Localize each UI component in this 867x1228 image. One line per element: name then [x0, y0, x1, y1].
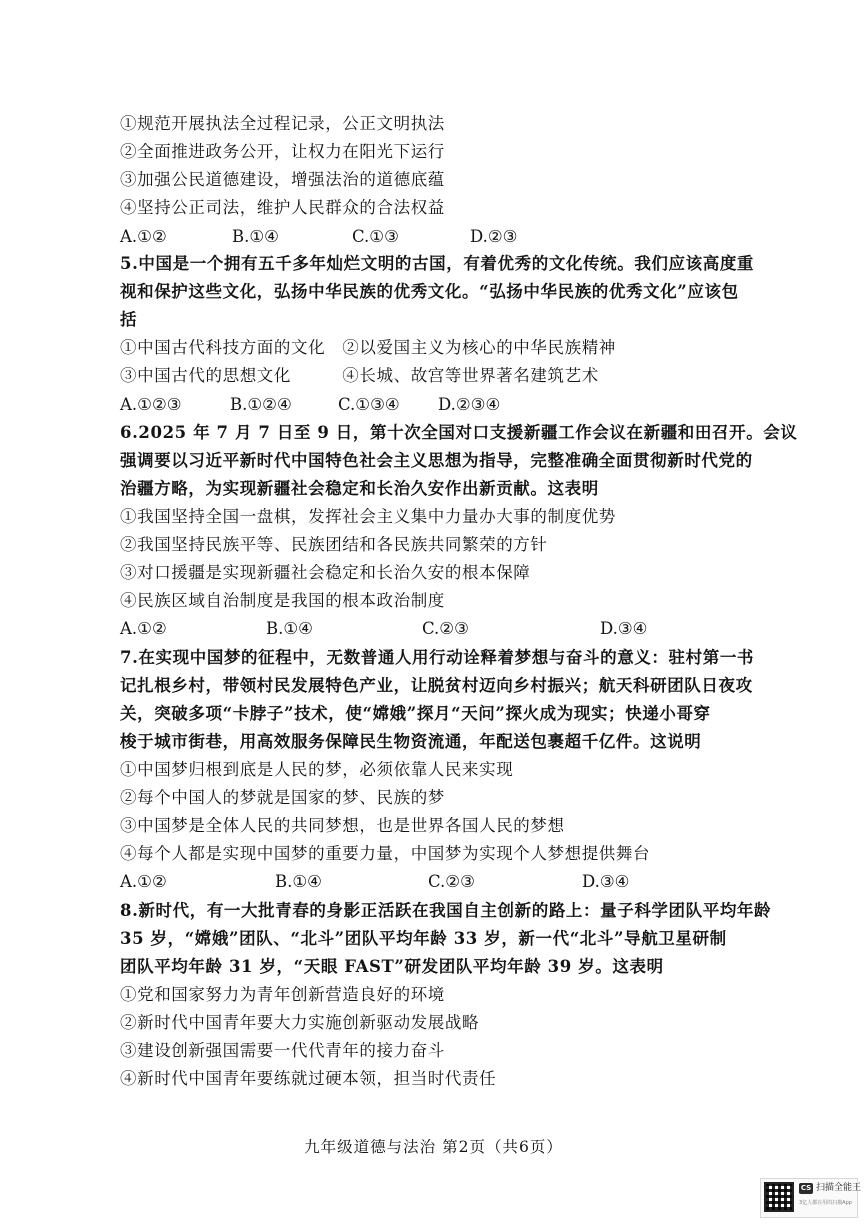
q5-choice-b: B.①②④ [230, 395, 292, 414]
q8-option-1: ①党和国家努力为青年创新营造良好的环境 [120, 985, 445, 1004]
q5-choice-d: D.②③④ [438, 395, 501, 414]
q7-stem-line-2: 记扎根乡村，带领村民发展特色产业，让脱贫村迈向乡村振兴；航天科研团队日夜攻 [120, 676, 753, 695]
q6-stem-line-1: 6.2025 年 7 月 7 日至 9 日，第十次全国对口支援新疆工作会议在新疆和田召开。会议 [120, 423, 798, 442]
q5-stem-line-3: 括 [120, 310, 138, 329]
q8-option-3: ③建设创新强国需要一代代青年的接力奋斗 [120, 1041, 445, 1060]
q7-choice-d: D.③④ [582, 872, 630, 891]
scanner-logo-icon: CS [800, 1184, 812, 1192]
q5-choice-c: C.①③④ [338, 395, 400, 414]
q7-choice-b: B.①④ [275, 872, 322, 891]
q7-stem-line-1: 7.在实现中国梦的征程中，无数普通人用行动诠释着梦想与奋斗的意义：驻村第一书 [120, 648, 755, 667]
q8-stem-line-1: 8.新时代，有一大批青春的身影正活跃在我国自主创新的路上：量子科学团队平均年龄 [120, 901, 772, 920]
q5-stem-line-1: 5.中国是一个拥有五千多年灿烂文明的古国，有着优秀的文化传统。我们应该高度重 [120, 254, 755, 273]
q5-choices [120, 394, 760, 416]
q6-option-4: ④民族区域自治制度是我国的根本政治制度 [120, 591, 445, 610]
q8-option-4: ④新时代中国青年要练就过硬本领，担当时代责任 [120, 1069, 497, 1088]
q7-stem-line-4: 梭于城市街巷，用高效服务保障民生物资流通，年配送包裹超千亿件。这说明 [120, 732, 702, 751]
scanner-tagline: 3亿人都在用的扫描App [799, 1200, 852, 1206]
q4-option-3: ③加强公民道德建设，增强法治的道德底蕴 [120, 170, 445, 189]
q8-stem-line-2: 35 岁，“嫦娥”团队、“北斗”团队平均年龄 33 岁，新一代“北斗”导航卫星研制 [120, 929, 727, 948]
q7-stem-line-3: 关，突破多项“卡脖子”技术，使“嫦娥”探月“天问”探火成为现实；快递小哥穿 [120, 704, 711, 723]
q7-option-1: ①中国梦归根到底是人民的梦，必须依靠人民来实现 [120, 760, 514, 779]
q6-choice-c: C.②③ [422, 619, 469, 638]
scanner-name: 扫描全能王 [816, 1183, 862, 1193]
q7-choice-c: C.②③ [428, 872, 475, 891]
q4-option-2: ②全面推进政务公开，让权力在阳光下运行 [120, 142, 445, 161]
scanner-watermark [760, 1178, 862, 1218]
qr-code-icon [764, 1182, 794, 1212]
q7-option-4: ④每个人都是实现中国梦的重要力量，中国梦为实现个人梦想提供舞台 [120, 844, 651, 863]
q7-choice-a: A.①② [120, 872, 167, 891]
q6-stem-line-2: 强调要以习近平新时代中国特色社会主义思想为指导，完整准确全面贯彻新时代党的 [120, 451, 753, 470]
q4-choice-c: C.①③ [352, 227, 399, 246]
q4-choices [120, 226, 760, 248]
q4-choice-a: A.①② [120, 227, 167, 246]
q4-choice-d: D.②③ [470, 227, 518, 246]
q7-option-2: ②每个中国人的梦就是国家的梦、民族的梦 [120, 788, 445, 807]
q6-option-3: ③对口援疆是实现新疆社会稳定和长治久安的根本保障 [120, 563, 531, 582]
q8-option-2: ②新时代中国青年要大力实施创新驱动发展战略 [120, 1013, 480, 1032]
q5-choice-a: A.①②③ [120, 395, 182, 414]
q6-choice-a: A.①② [120, 619, 167, 638]
q5-option-1: ①中国古代科技方面的文化 ②以爱国主义为核心的中华民族精神 [120, 338, 616, 357]
q8-stem-line-3: 团队平均年龄 31 岁，“天眼 FAST”研发团队平均年龄 39 岁。这表明 [120, 957, 664, 976]
q6-choice-d: D.③④ [600, 619, 648, 638]
q7-choices [120, 871, 760, 893]
q7-option-3: ③中国梦是全体人民的共同梦想，也是世界各国人民的梦想 [120, 816, 565, 835]
q6-option-2: ②我国坚持民族平等、民族团结和各民族共同繁荣的方针 [120, 535, 548, 554]
q4-option-1: ①规范开展执法全过程记录，公正文明执法 [120, 114, 445, 133]
q6-choices [120, 618, 760, 640]
q5-stem-line-2: 视和保护这些文化，弘扬中华民族的优秀文化。“弘扬中华民族的优秀文化”应该包 [120, 282, 739, 301]
q6-stem-line-3: 治疆方略，为实现新疆社会稳定和长治久安作出新贡献。这表明 [120, 479, 599, 498]
q6-option-1: ①我国坚持全国一盘棋，发挥社会主义集中力量办大事的制度优势 [120, 507, 616, 526]
q5-option-2: ③中国古代的思想文化 ④长城、故宫等世界著名建筑艺术 [120, 366, 599, 385]
q6-choice-b: B.①④ [266, 619, 313, 638]
q4-option-4: ④坚持公正司法，维护人民群众的合法权益 [120, 198, 445, 217]
page-footer: 九年级道德与法治 第2页（共6页） [304, 1138, 563, 1156]
q4-choice-b: B.①④ [232, 227, 279, 246]
